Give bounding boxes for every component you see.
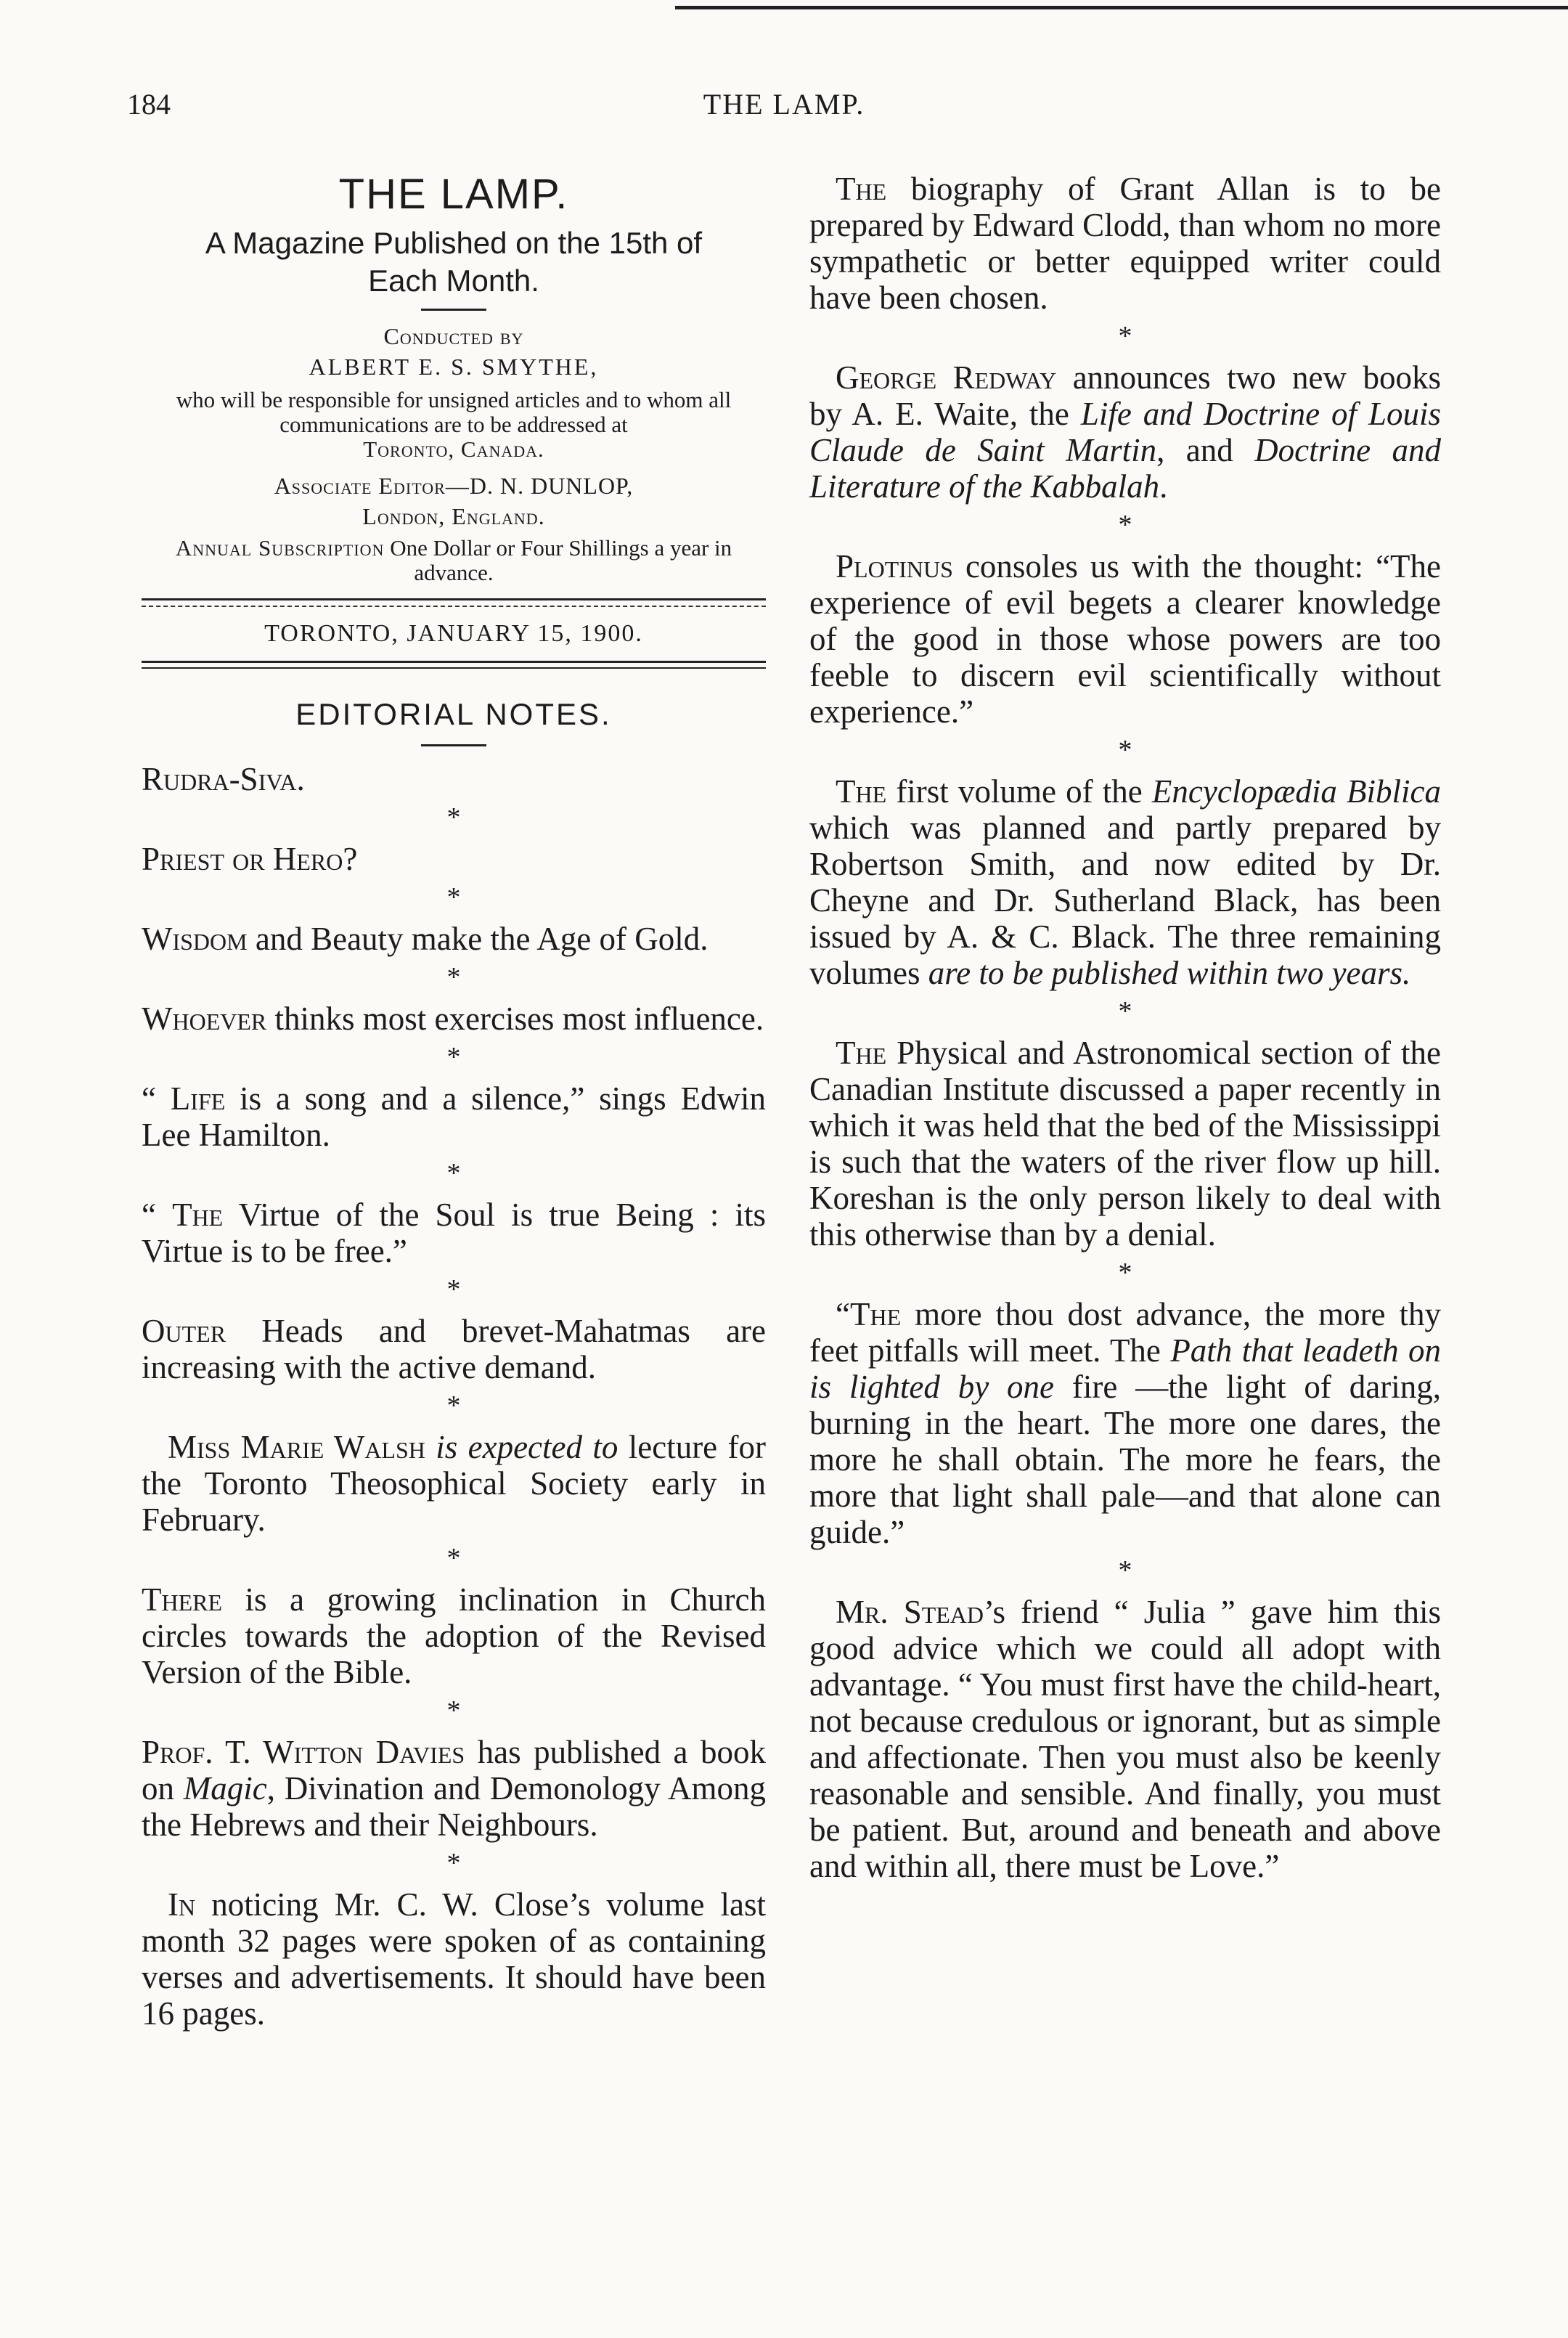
note-body: lecture for the Toronto Theosophical Society early in February. — [142, 1429, 766, 1538]
note-lead: Miss Marie Walsh — [168, 1429, 425, 1465]
separator-star: * — [1118, 321, 1132, 351]
subscription-lead: Annual Subscription — [175, 535, 385, 561]
note-lead: The — [836, 171, 887, 207]
masthead-title: THE LAMP. — [338, 171, 569, 218]
separator-star: * — [446, 1848, 461, 1878]
editor-name: ALBERT E. S. SMYTHE, — [309, 354, 599, 380]
note-body: Heads and brevet-Mahatmas are increasing with the active demand. — [142, 1313, 766, 1385]
separator-star: * — [446, 1158, 461, 1189]
note-grant-allan — [809, 171, 1441, 316]
running-head — [0, 87, 1568, 131]
note-lead: Plotinus — [836, 548, 953, 584]
separator-star: * — [446, 962, 461, 993]
note-virtue — [142, 1197, 766, 1269]
responsibility-text — [142, 388, 766, 462]
masthead-double-rule — [142, 598, 766, 607]
note-lead: The — [849, 1296, 902, 1332]
note-whoever — [142, 1001, 766, 1037]
note-lead: The — [836, 773, 887, 810]
separator-star: * — [446, 1695, 461, 1726]
note-lead: Mr. Stead — [836, 1594, 984, 1630]
separator-star: * — [446, 802, 461, 833]
section-rule — [421, 744, 486, 746]
note-italic: Doctrine and Literature of the Kabbalah — [809, 432, 1441, 505]
note-body: noticing Mr. C. W. Close’s volume last month 32 pages were spoken of as containing verses and advertisements. It should have been 16 pages. — [142, 1886, 766, 2032]
subscription — [142, 536, 766, 585]
note-body: announces two new books by A. E. Waite, the — [809, 359, 1441, 432]
note-italic: Encyclopædia Biblica — [1151, 773, 1441, 810]
note-quote-mark: “ — [142, 1197, 173, 1233]
note-priest-or-hero: Priest or Hero? — [142, 841, 358, 877]
note-italic: Life and Doctrine of Louis Claude de Saint Martin — [809, 396, 1441, 468]
dateline-rule — [142, 661, 766, 669]
note-body: first volume of the — [886, 773, 1152, 810]
note-lead: Outer — [142, 1313, 226, 1349]
masthead-rule — [421, 309, 486, 311]
note-lead: Life — [170, 1080, 226, 1117]
note-lead: The — [172, 1197, 224, 1233]
note-body: more thou dost advance, the more thy feet pitfalls will meet. The — [809, 1296, 1441, 1369]
note-body: Physical and Astronomical section of the Canadian Institute discussed a paper recently in which it was held that the bed of the Mississippi is such that the waters of the river flow up hill. Koreshan is the only person likely to deal with this otherwise than by a denial. — [809, 1035, 1441, 1252]
note-life — [142, 1080, 766, 1153]
note-body: has published a book on — [142, 1734, 766, 1807]
note-lead: The — [836, 1035, 887, 1071]
note-body: biography of Grant Allan is to be prepared by Edward Clodd, than whom no more sympathetic or better equipped writer could have been chosen. — [809, 171, 1441, 316]
note-italic: is expected to — [425, 1429, 618, 1465]
note-body: is a song and a silence,” sings Edwin Lee Hamilton. — [142, 1080, 766, 1153]
note-body: thinks most exercises most influence. — [266, 1001, 764, 1037]
separator-star: * — [446, 882, 461, 913]
separator-star: * — [446, 1543, 461, 1573]
top-rule — [675, 6, 1568, 9]
note-marie-walsh — [142, 1429, 766, 1538]
separator-star: * — [446, 1042, 461, 1072]
note-close-volume — [142, 1886, 766, 2032]
note-body: and Beauty make the Age of Gold. — [247, 921, 709, 957]
note-quote-mark: “ — [836, 1296, 850, 1332]
note-italic: Magic — [183, 1770, 267, 1807]
note-lead: Prof. T. Witton Davies — [142, 1734, 465, 1770]
section-title: EDITORIAL NOTES. — [295, 697, 612, 731]
note-body: . — [1159, 468, 1168, 505]
separator-star: * — [446, 1274, 461, 1305]
separator-star: * — [1118, 1555, 1132, 1586]
associate-editor: Associate Editor—D. N. DUNLOP, — [274, 473, 634, 499]
note-encyclopaedia-biblica — [809, 773, 1441, 991]
note-body: , and — [1156, 432, 1255, 468]
note-lead: Whoever — [142, 1001, 267, 1037]
note-body: Virtue of the Soul is true Being : its Virtue is to be free.” — [142, 1197, 766, 1269]
note-rudra-siva: Rudra-Siva. — [142, 761, 305, 797]
editor-location: Toronto, Canada. — [363, 436, 544, 462]
note-outer-heads — [142, 1313, 766, 1385]
note-lead: In — [168, 1886, 196, 1923]
note-body: fire —the light of daring, burning in the heart. The more one dares, the more he shall obtain. The more he fears, the more that light shall pale—and that alone can guide.” — [809, 1369, 1441, 1550]
separator-star: * — [1118, 996, 1132, 1027]
masthead-subtitle: A Magazine Published on the 15th of Each Month. — [205, 226, 703, 298]
note-canadian-institute — [809, 1035, 1441, 1252]
masthead — [142, 171, 766, 669]
right-column — [809, 171, 1441, 1884]
responsibility-body: who will be responsible for unsigned articles and to whom all communications are to be addressed at — [176, 387, 732, 437]
note-george-redway — [809, 359, 1441, 505]
dateline: TORONTO, JANUARY 15, 1900. — [264, 620, 643, 647]
separator-star: * — [446, 1390, 461, 1421]
page-number: 184 — [127, 88, 171, 121]
note-quote-mark: “ — [142, 1080, 171, 1117]
note-body: which was planned and partly prepared by Robertson Smith, and now edited by Dr. Cheyne and Dr. Sutherland Black, has been issued by A. & C. Black. The three remaining volumes — [809, 810, 1441, 991]
subscription-text: One Dollar or Four Shillings a year in advance. — [390, 535, 732, 585]
separator-star: * — [1118, 1258, 1132, 1288]
note-lead: Wisdom — [142, 921, 248, 957]
note-wisdom — [142, 921, 766, 957]
note-body: , Divination and Demonology Among the Hebrews and their Neighbours. — [142, 1770, 766, 1843]
running-title: THE LAMP. — [703, 88, 865, 121]
note-lead: There — [142, 1581, 223, 1618]
note-body: consoles us with the thought: “The experience of evil begets a clearer knowledge of the good in those whose powers are too feeble to discern evil scientifically without experience.” — [809, 548, 1441, 730]
separator-star: * — [1118, 735, 1132, 765]
note-lead: George Redway — [836, 359, 1057, 396]
note-witton-davies — [142, 1734, 766, 1843]
note-italic: are to be published within two years. — [928, 955, 1411, 991]
conducted-by: Conducted by — [383, 323, 524, 349]
note-path-quote — [809, 1296, 1441, 1550]
left-column — [142, 171, 766, 2032]
associate-location: London, England. — [362, 503, 545, 529]
note-revised-version — [142, 1581, 766, 1690]
note-italic: Path that leadeth on is lighted by one — [809, 1332, 1441, 1405]
note-plotinus — [809, 548, 1441, 730]
separator-star: * — [1118, 510, 1132, 540]
note-body: is a growing inclination in Church circles towards the adoption of the Revised Version of the Bible. — [142, 1581, 766, 1690]
note-mr-stead — [809, 1594, 1441, 1884]
note-body: ’s friend “ Julia ” gave him this good advice which we could all adopt with advantage. “ You must first have the child-heart, not because credulous or ignorant, but as simple and affectionate. Then you must also be keenly reasonable and sensible. And finally, you must be patient. But, around and beneath and above and within all, there must be Love.” — [809, 1594, 1441, 1884]
